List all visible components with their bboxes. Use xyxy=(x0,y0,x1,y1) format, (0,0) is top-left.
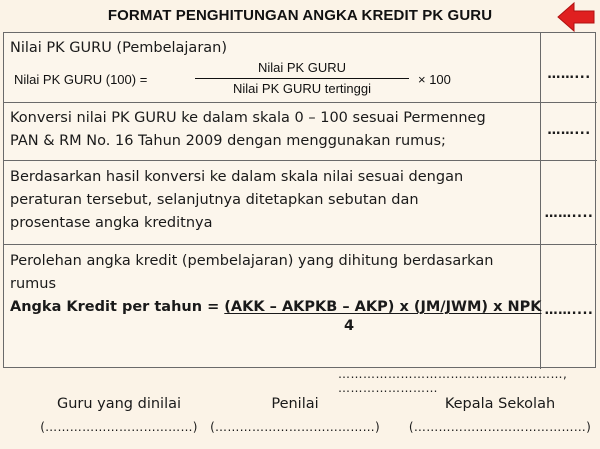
ak-formula: (AKK – AKPKB – AKP) x (JM/JWM) x NPK xyxy=(224,299,542,315)
row-text: prosentase angka kreditnya xyxy=(10,215,213,231)
formula-denominator: Nilai PK GURU tertinggi xyxy=(233,81,371,96)
signature-penilai xyxy=(195,394,395,434)
credit-table xyxy=(3,32,596,368)
formula-fraction xyxy=(187,59,417,97)
penilai-label: Penilai xyxy=(271,396,319,412)
signature-guru xyxy=(19,394,219,434)
row-heading: Nilai PK GURU (Pembelajaran) xyxy=(10,40,228,56)
signature-kepala xyxy=(400,394,600,434)
row-text: PAN & RM No. 16 Tahun 2009 dengan menggunakan rumus; xyxy=(10,133,446,149)
row-text: rumus xyxy=(10,276,57,292)
place-date-line: ………………………………………………, …………………… xyxy=(338,367,568,395)
row-content xyxy=(4,103,541,160)
value-cell: ……... xyxy=(547,123,591,138)
left-arrow-icon[interactable] xyxy=(556,0,596,34)
fraction-bar xyxy=(195,78,409,79)
table-row xyxy=(4,245,597,369)
formula-numerator: Nilai PK GURU xyxy=(257,60,347,75)
table-row xyxy=(4,103,597,161)
page-title: FORMAT PENGHITUNGAN ANGKA KREDIT PK GURU xyxy=(107,7,493,24)
row-text: Konversi nilai PK GURU ke dalam skala 0 – 100 sesuai Permenneg xyxy=(10,110,486,126)
guru-label: Guru yang dinilai xyxy=(56,396,182,412)
formula-times: × 100 xyxy=(418,72,451,87)
table-row xyxy=(4,161,597,245)
ak-formula-line xyxy=(10,296,540,318)
ak-denominator: 4 xyxy=(344,318,355,334)
value-cell: ……... xyxy=(547,67,591,82)
value-cell: …….... xyxy=(544,303,594,318)
row-text: Berdasarkan hasil konversi ke dalam skala nilai sesuai dengan xyxy=(10,169,464,185)
penilai-name-line: (…………………………………) xyxy=(210,420,380,434)
row-content xyxy=(4,33,541,102)
formula-left: Nilai PK GURU (100) = xyxy=(14,72,148,87)
kepala-label: Kepala Sekolah xyxy=(444,396,556,412)
value-cell: …….... xyxy=(544,206,594,221)
row-content xyxy=(4,161,541,244)
ak-label: Angka Kredit per tahun = xyxy=(10,299,225,315)
row-text: Perolehan angka kredit (pembelajaran) yang dihitung berdasarkan xyxy=(10,253,494,269)
guru-name-line: (………………………………) xyxy=(40,420,198,434)
row-text: peraturan tersebut, selanjutnya ditetapkan sebutan dan xyxy=(10,192,419,208)
table-row xyxy=(4,33,597,103)
kepala-name-line: (……………………………………) xyxy=(408,420,592,434)
row-content xyxy=(4,245,541,369)
